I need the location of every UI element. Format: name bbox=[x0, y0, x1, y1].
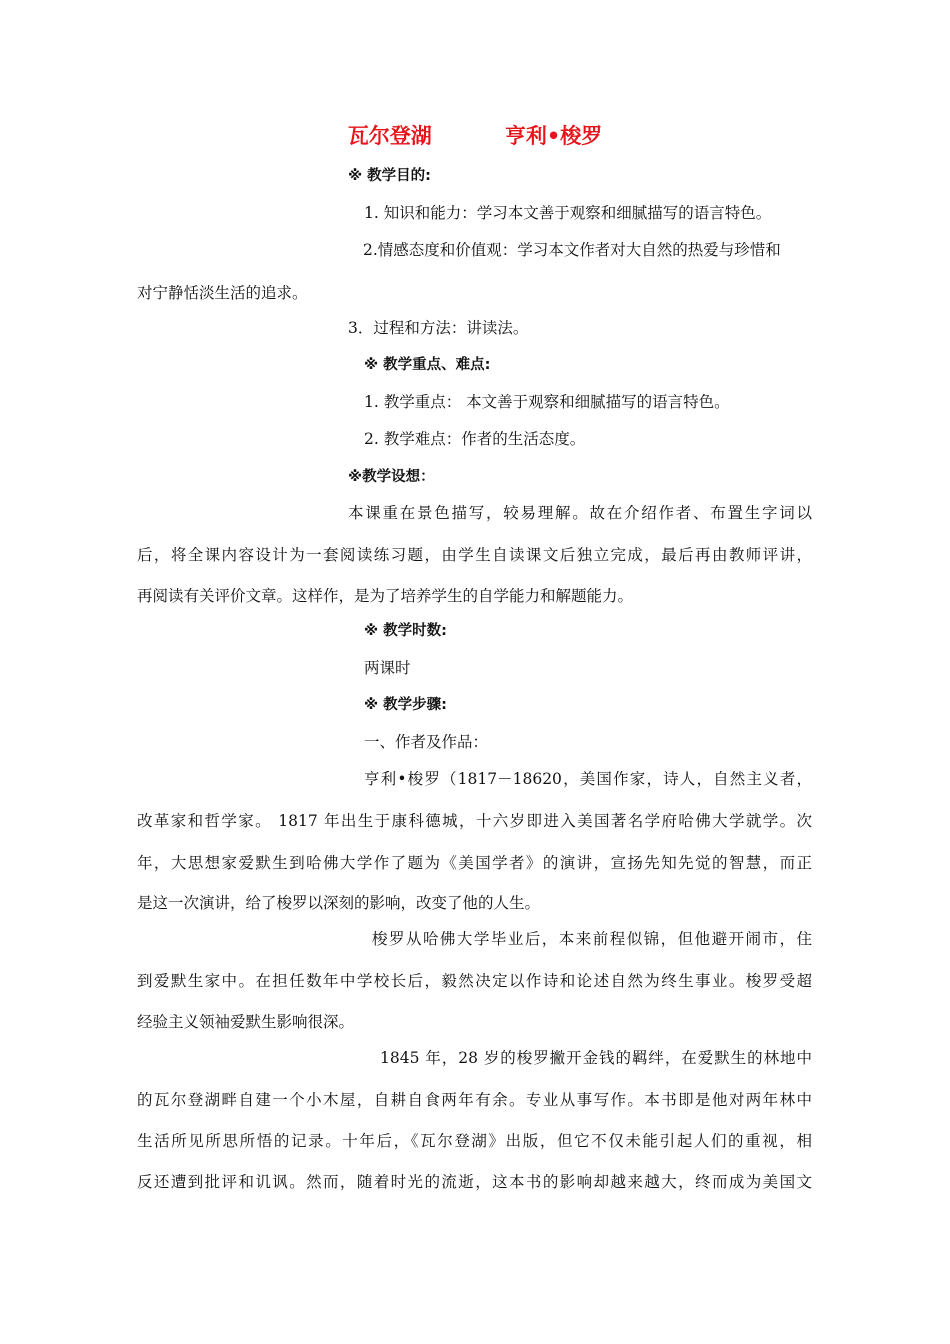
hours-value: 两课时 bbox=[364, 659, 411, 677]
goal-1: 1. 知识和能力：学习本文善于观察和细腻描写的语言特色。 bbox=[364, 204, 772, 222]
idea-heading: ※教学设想： bbox=[348, 469, 435, 485]
bio-9: 的瓦尔登湖畔自建一个小木屋，自耕自食两年有余。专业从事写作。本书即是他对两年林中 bbox=[137, 1091, 812, 1109]
bio-3: 年，大思想家爱默生到哈佛大学作了题为《美国学者》的演讲，宣扬先知先觉的智慧，而正 bbox=[137, 854, 812, 872]
bio-10: 生活所见所思所悟的记录。十年后，《瓦尔登湖》出版，但它不仅未能引起人们的重视，相 bbox=[137, 1132, 812, 1150]
bio-11: 反还遭到批评和讥讽。然而，随着时光的流逝，这本书的影响却越来越大，终而成为美国文 bbox=[137, 1173, 812, 1191]
bio-5: 梭罗从哈佛大学毕业后，本来前程似锦，但他避开闹市，住 bbox=[372, 930, 812, 948]
idea-p2: 后，将全课内容设计为一套阅读练习题，由学生自读课文后独立完成，最后再由教师评讲， bbox=[137, 546, 812, 564]
bio-1: 亨利•梭罗（1817－18620，美国作家，诗人，自然主义者， bbox=[364, 770, 812, 788]
step-1: 一、作者及作品： bbox=[364, 733, 489, 751]
bio-4: 是这一次演讲，给了梭罗以深刻的影响，改变了他的人生。 bbox=[137, 894, 541, 912]
idea-p1: 本课重在景色描写，较易理解。故在介绍作者、布置生字词以 bbox=[348, 504, 812, 522]
goal-2a: 2.情感态度和价值观：学习本文作者对大自然的热爱与珍惜和 bbox=[363, 241, 781, 259]
key-1: 1. 教学重点： 本文善于观察和细腻描写的语言特色。 bbox=[364, 393, 730, 411]
goal-2b: 对宁静恬淡生活的追求。 bbox=[137, 284, 308, 302]
idea-p3: 再阅读有关评价文章。这样作，是为了培养学生的自学能力和解题能力。 bbox=[137, 587, 634, 605]
goals-heading: ※ 教学目的: bbox=[348, 168, 431, 184]
bio-8: 1845 年，28 岁的梭罗撇开金钱的羁绊，在爱默生的林地中 bbox=[380, 1049, 812, 1067]
hours-heading: ※ 教学时数: bbox=[364, 623, 447, 639]
bio-2: 改革家和哲学家。 1817 年出生于康科德城，十六岁即进入美国著名学府哈佛大学就学。次 bbox=[137, 812, 812, 830]
doc-title: 瓦尔登湖 亨利•梭罗 bbox=[347, 124, 603, 148]
bio-6: 到爱默生家中。在担任数年中学校长后，毅然决定以作诗和论述自然为终生事业。梭罗受超 bbox=[137, 972, 812, 990]
steps-heading: ※ 教学步骤: bbox=[364, 697, 447, 713]
goal-3: 3．过程和方法：讲读法。 bbox=[348, 319, 529, 337]
key-heading: ※ 教学重点、难点: bbox=[364, 357, 491, 373]
key-2: 2. 教学难点：作者的生活态度。 bbox=[364, 430, 586, 448]
bio-7: 经验主义领袖爱默生影响很深。 bbox=[137, 1013, 355, 1031]
